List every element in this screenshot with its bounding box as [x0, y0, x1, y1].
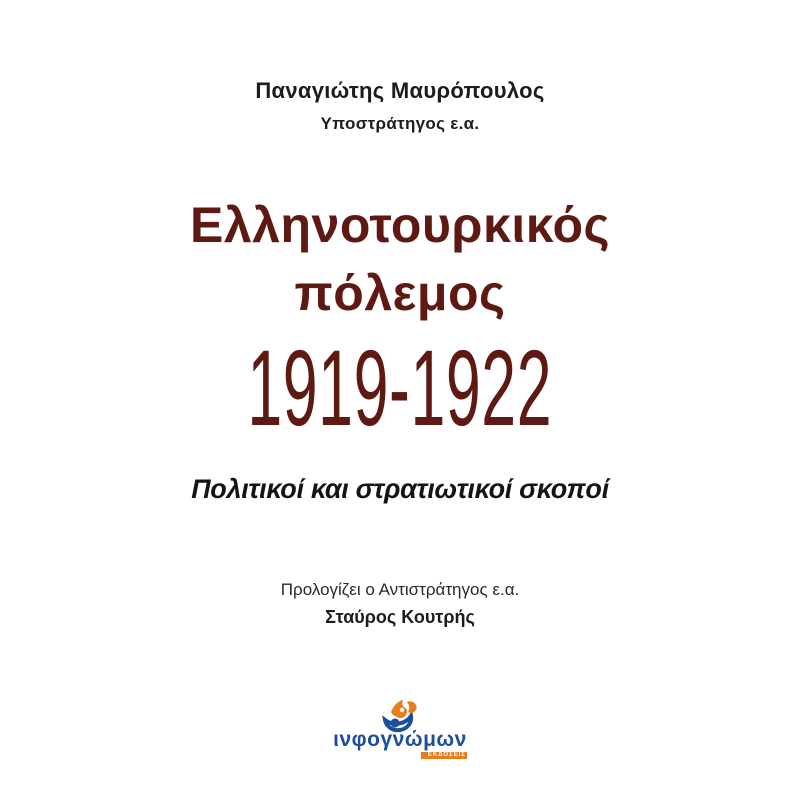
publisher-wordmark: ινφογνώμων [333, 728, 467, 751]
publisher-logo [0, 696, 800, 761]
preface-intro: Προλογίζει ο Αντιστράτηγος ε.α. [280, 580, 520, 599]
book-title-years [0, 327, 800, 471]
publisher-tagline: ΕΚΔΟΣΕΙΣ [421, 752, 467, 759]
author-name: Παναγιώτης Μαυρόπουλος [255, 78, 545, 103]
preface-author-name: Σταύρος Κουτρής [325, 607, 475, 627]
publisher-wordmark-wrap [333, 730, 467, 759]
years-text: 1919-1922 [247, 327, 553, 448]
book-title-line2: πόλεμος [294, 265, 506, 321]
book-title-line1: Ελληνοτουρκικός [190, 197, 610, 253]
book-subtitle: Πολιτικοί και στρατιωτικοί σκοποί [191, 474, 609, 504]
author-rank: Υποστράτηγος ε.α. [320, 114, 480, 133]
